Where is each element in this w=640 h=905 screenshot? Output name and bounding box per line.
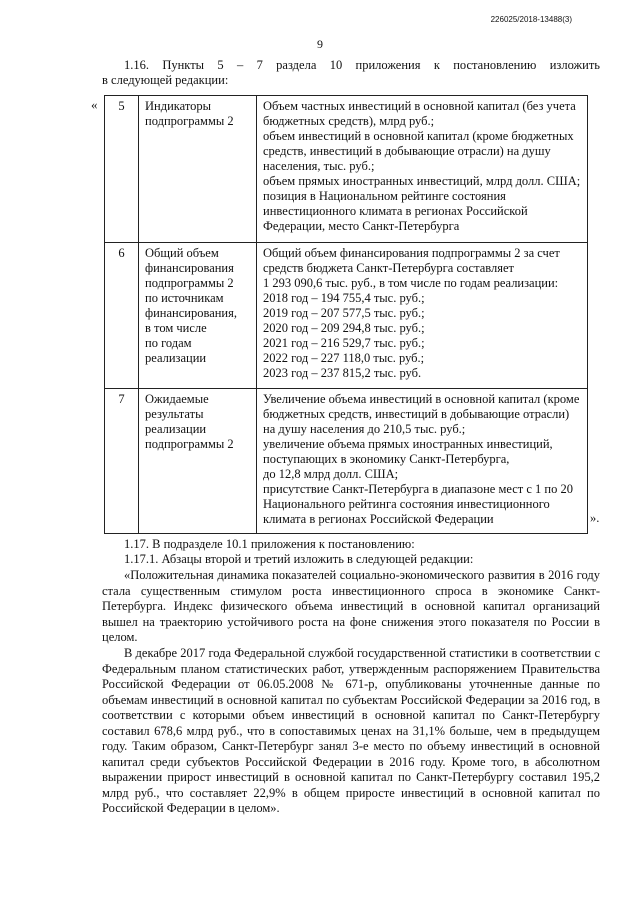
row-value-line: средств бюджета Санкт-Петербурга составляет [263, 261, 514, 275]
page-number: 9 [317, 37, 323, 51]
row-value-line: увеличение объема прямых иностранных инвестиций, [263, 437, 553, 451]
row-title [139, 389, 257, 534]
row-value-line: Общий объем финансирования подпрограммы 2 за счет [263, 246, 560, 260]
row-value-line: 2022 год – 227 118,0 тыс. руб.; [263, 351, 425, 365]
row-number: 7 [105, 389, 139, 534]
row-title [139, 243, 257, 389]
paragraph-economic-dynamics: «Положительная динамика показателей социально-экономического развития в 2016 году стала существенным стимулом роста инвестиционного спроса в экономике Санкт-Петербурга. Индекс физического объема инвестиций в основной капитал организаций вышел на траекторию устойчивого роста на фоне снижения этого показателя по России в целом. [102, 568, 600, 644]
row-value-line: Национального рейтинга состояния инвестиционного [263, 497, 550, 511]
row-value-line: инвестиционного климата в регионах Российской [263, 204, 528, 218]
row-title-line: подпрограммы 2 [145, 276, 234, 290]
row-value-line: климата в регионах Российской Федерации [263, 512, 494, 526]
row-title-line: по годам [145, 336, 192, 350]
row-value-line: поступающих в экономику Санкт-Петербурга, [263, 452, 510, 466]
row-value [257, 389, 588, 534]
row-title-line: финансирования [145, 261, 234, 275]
row-title-line: реализации [145, 422, 207, 436]
intro-line-2: в следующей редакции: [102, 73, 229, 87]
row-title-line: подпрограммы 2 [145, 437, 234, 451]
row-title-line: Ожидаемые [145, 392, 209, 406]
row-value-line: бюджетных средств, инвестиций в добывающие отрасли) [263, 407, 570, 421]
row-number: 5 [105, 96, 139, 243]
row-value-line: 2023 год – 237 815,2 тыс. руб. [263, 366, 422, 380]
row-title-line: реализации [145, 351, 207, 365]
section-1-17-1: 1.17.1. Абзацы второй и третий изложить в следующей редакции: [124, 552, 474, 566]
paragraph-investment-data: В декабре 2017 года Федеральной службой государственной статистики в соответствии с Федеральным планом статистических работ, утвержденным распоряжением Правительства Российской Федерации от 06.05.2008 № 671-р, опубликованы уточненные данные по объемам инвестиций в основной капитал по субъектам Российской Федерации за 2016 год, в соответствии с которыми объем инвестиций в основной капитал по Санкт-Петербургу составил 678,6 млрд руб., что в сопоставимых ценах на 31,1% больше, чем в предыдущем году. Таким образом, Санкт-Петербург занял 3-е место по объему инвестиций в основной капитал среди субъектов Российской Федерации в 2016 году. Кроме того, в абсолютном выражении прирост инвестиций в основной капитал по Санкт-Петербургу составил 195,2 млрд руб., что составляет 22,9% в общем приросте инвестиций в основной капитал по Российской Федерации в целом». [102, 646, 600, 815]
row-value-line: 1 293 090,6 тыс. руб., в том числе по годам реализации: [263, 276, 559, 290]
row-title-line: Индикаторы [145, 99, 212, 113]
table-row [105, 389, 588, 534]
row-number: 6 [105, 243, 139, 389]
row-value-line: бюджетных средств), млрд руб.; [263, 114, 435, 128]
row-value-line: присутствие Санкт-Петербурга в диапазоне мест с 1 по 20 [263, 482, 573, 496]
row-title-line: Общий объем [145, 246, 219, 260]
row-title [139, 96, 257, 243]
row-title-line: подпрограммы 2 [145, 114, 234, 128]
row-value-line: на душу населения до 210,5 тыс. руб.; [263, 422, 466, 436]
table-close-quote: ». [590, 511, 600, 525]
row-value-line: Увеличение объема инвестиций в основной капитал (кроме [263, 392, 580, 406]
row-value-line: средств, инвестиций в добывающие отрасли) на душу [263, 144, 551, 158]
row-value-line: 2018 год – 194 755,4 тыс. руб.; [263, 291, 425, 305]
table-open-quote: « [91, 97, 98, 112]
row-value-line: до 12,8 млрд долл. США; [263, 467, 399, 481]
row-value-line: объем инвестиций в основной капитал (кроме бюджетных [263, 129, 574, 143]
row-value-line: объем прямых иностранных инвестиций, млрд долл. США; [263, 174, 581, 188]
row-value-line: населения, тыс. руб.; [263, 159, 375, 173]
row-title-line: по источникам [145, 291, 224, 305]
row-value-line: Объем частных инвестиций в основной капитал (без учета [263, 99, 576, 113]
row-value-line: Федерации, место Санкт-Петербурга [263, 219, 460, 233]
row-value-line: 2021 год – 216 529,7 тыс. руб.; [263, 336, 425, 350]
row-value-line: позиция в Национальном рейтинге состояния [263, 189, 506, 203]
row-title-line: финансирования, [145, 306, 237, 320]
subprogram-table [104, 95, 588, 534]
section-1-17: 1.17. В подразделе 10.1 приложения к постановлению: [124, 537, 415, 551]
row-value-line: 2019 год – 207 577,5 тыс. руб.; [263, 306, 425, 320]
document-number: 226025/2018-13488(3) [490, 15, 572, 24]
table-row [105, 96, 588, 243]
row-value [257, 96, 588, 243]
table-row [105, 243, 588, 389]
row-value-line: 2020 год – 209 294,8 тыс. руб.; [263, 321, 425, 335]
row-value [257, 243, 588, 389]
row-title-line: результаты [145, 407, 204, 421]
intro-line-1: 1.16. Пункты 5 – 7 раздела 10 приложения к постановлению изложить [124, 58, 600, 72]
row-title-line: в том числе [145, 321, 207, 335]
